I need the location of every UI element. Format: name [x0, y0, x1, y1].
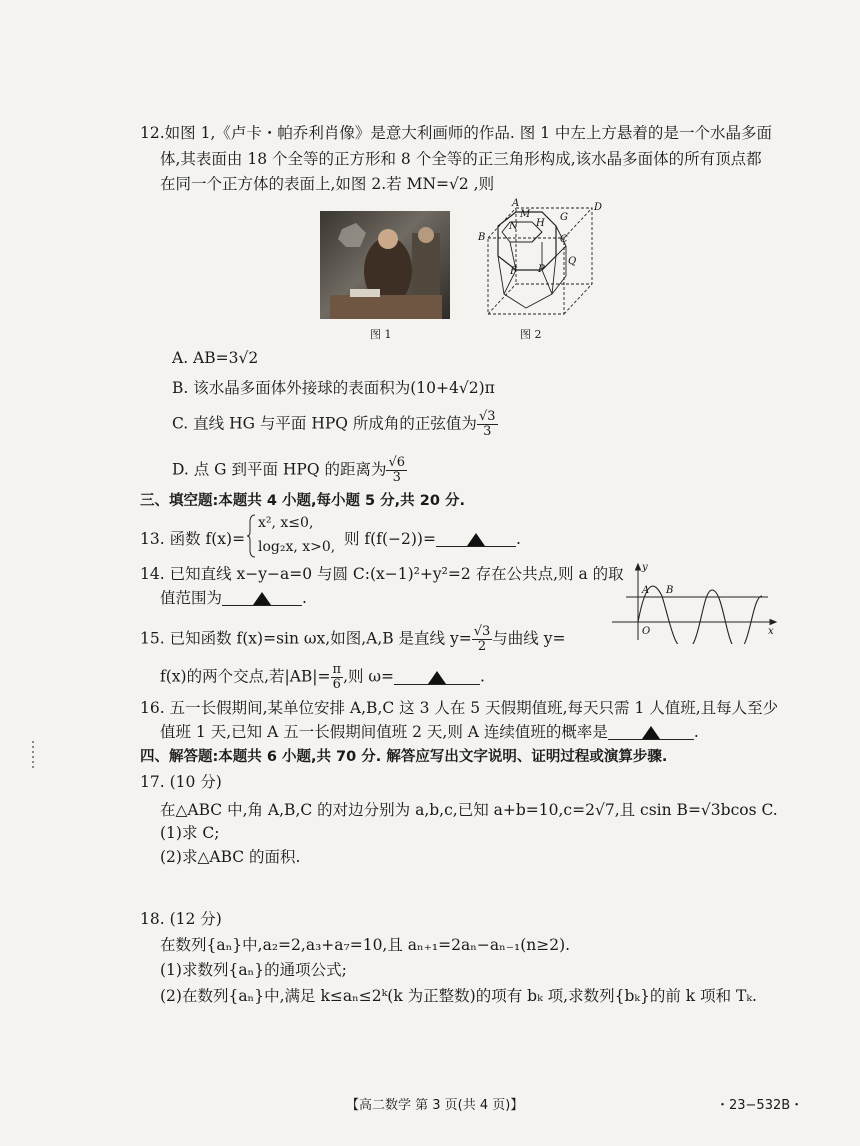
q12-line3: 在同一个正方体的表面上,如图 2.若 MN=√2 ,则: [160, 175, 495, 193]
q13-case1: x², x≤0,: [258, 515, 314, 531]
q15-line1-text: 15. 已知函数 f(x)=sin ωx,如图,A,B 是直线 y=: [140, 629, 472, 648]
q15-answer-blank[interactable]: [394, 668, 480, 685]
figure1-painting: [320, 211, 450, 319]
q14-answer-blank[interactable]: [222, 589, 302, 606]
fig2-label-F: F: [510, 266, 517, 277]
graph-label-y: y: [642, 562, 648, 573]
q12-option-c-frac: [477, 410, 498, 439]
graph-label-b: B: [666, 585, 674, 596]
q14-line2: 值范围为 .: [160, 589, 307, 607]
footer-code: ・23−532B・: [716, 1098, 804, 1113]
fig2-label-H: H: [536, 218, 545, 229]
q18-line1: 在数列{aₙ}中,a₂=2,a₃+a₇=10,且 aₙ₊₁=2aₙ−aₙ₋₁(n≥2).: [160, 936, 571, 954]
triangle-icon: [428, 671, 446, 684]
figure2-polyhedron: [476, 196, 606, 324]
triangle-icon: [253, 592, 271, 605]
q13-suffix: 则 f(f(−2))= .: [344, 530, 521, 548]
fig2-label-P: P: [538, 264, 545, 275]
q15-frac-2: [331, 663, 344, 692]
q12-line2: 体,其表面由 18 个全等的正方形和 8 个全等的正三角形构成,该水晶多面体的所有顶点都: [160, 150, 762, 168]
q12-option-c-den: 3: [483, 424, 492, 439]
q15-frac-2-den: 6: [332, 677, 341, 692]
section4-heading: 四、解答题:本题共 6 小题,共 70 分. 解答应写出文字说明、证明过程或演算步骤.: [140, 749, 668, 765]
q15-line2-text: f(x)的两个交点,若|AB|=: [160, 667, 331, 686]
q12-option-d: [172, 456, 407, 485]
q16-line2-text: 值班 1 天,已知 A 五一长假期间值班 2 天,则 A 连续值班的概率是: [160, 723, 608, 741]
q12-option-c-num: √3: [478, 409, 496, 424]
graph-label-o: O: [642, 626, 651, 637]
q15-line1: [140, 625, 565, 654]
q15-frac-1: [472, 625, 493, 654]
sine-curve: [638, 586, 762, 644]
q15-frac-1-den: 2: [477, 639, 487, 654]
q12-option-d-den: 3: [392, 470, 401, 485]
fig2-label-Q: Q: [568, 256, 577, 267]
figure1-caption: 图 1: [370, 328, 392, 341]
footer-page-info: 【高二数学 第 3 页(共 4 页)】: [346, 1098, 524, 1113]
q13-brace: [246, 514, 256, 558]
fig2-label-N: N: [509, 221, 518, 232]
q13-prefix: 13. 函数 f(x)=: [140, 530, 246, 548]
q15-frac-1-num: √3: [473, 624, 491, 639]
q16-line1: 16. 五一长假期间,某单位安排 A,B,C 这 3 人在 5 天假期值班,每天只需 1 人值班,且每人至少: [140, 699, 779, 717]
q12-line1: 12.如图 1,《卢卡・帕乔利肖像》是意大利画师的作品. 图 1 中左上方悬着的是一个水晶多面: [140, 124, 772, 142]
q13-answer-blank[interactable]: [436, 530, 516, 547]
fig2-label-G: G: [560, 212, 568, 223]
fig2-label-D: D: [594, 202, 603, 213]
q15-line2-post: ,则 ω=: [343, 667, 395, 686]
q12-option-b: B. 该水晶多面体外接球的表面积为(10+4√2)π: [172, 379, 495, 397]
q17-sub1: (1)求 C;: [160, 824, 220, 842]
q16-line2: 值班 1 天,已知 A 五一长假期间值班 2 天,则 A 连续值班的概率是 .: [160, 723, 699, 741]
fig2-label-C: C: [560, 234, 568, 245]
q12-option-a: A. AB=3√2: [172, 349, 259, 367]
q15-frac-2-num: π: [332, 662, 342, 677]
q17-heading: 17. (10 分): [140, 773, 222, 791]
figure2-caption: 图 2: [520, 328, 542, 341]
graph-label-a: A: [642, 585, 650, 596]
fig2-label-B: B: [478, 232, 486, 243]
section3-heading: 三、填空题:本题共 4 小题,每小题 5 分,共 20 分.: [140, 493, 465, 509]
q14-line2-text: 值范围为: [160, 589, 223, 607]
q13-case2: log₂x, x>0,: [258, 539, 336, 555]
fig2-label-M: M: [520, 209, 531, 220]
q15-line2: f(x)的两个交点,若|AB|= $\frac{\pi}{6}$ ,则 ω= .: [160, 662, 485, 692]
q12-option-d-num: √6: [388, 455, 406, 470]
q12-option-c-text: C. 直线 HG 与平面 HPQ 所成角的正弦值为: [172, 414, 477, 433]
q12-option-c: [172, 410, 498, 439]
q13-suffix-text: 则 f(f(−2))=: [344, 530, 436, 548]
triangle-icon: [642, 726, 660, 739]
q12-option-d-text: D. 点 G 到平面 HPQ 的距离为: [172, 460, 387, 479]
q15-sine-graph: [608, 560, 780, 644]
q17-line1: 在△ABC 中,角 A,B,C 的对边分别为 a,b,c,已知 a+b=10,c=2√7,且 csin B=√3bcos C.: [160, 801, 778, 819]
binding-margin-dots: [30, 738, 36, 771]
fig2-label-A: A: [512, 198, 520, 209]
q16-answer-blank[interactable]: [608, 723, 694, 740]
q14-line1: 14. 已知直线 x−y−a=0 与圆 C:(x−1)²+y²=2 存在公共点,则 a 的取: [140, 565, 624, 583]
triangle-icon: [467, 533, 485, 546]
q18-sub2: (2)在数列{aₙ}中,满足 k≤aₙ≤2ᵏ(k 为正整数)的项有 bₖ 项,求数列{bₖ}的前 k 项和 Tₖ.: [160, 987, 757, 1005]
q12-option-d-frac: [386, 456, 407, 485]
q17-sub2: (2)求△ABC 的面积.: [160, 848, 301, 866]
q15-line1-post: 与曲线 y=: [492, 629, 566, 648]
graph-label-x: x: [768, 626, 774, 637]
q18-heading: 18. (12 分): [140, 910, 222, 928]
q18-sub1: (1)求数列{aₙ}的通项公式;: [160, 961, 347, 979]
